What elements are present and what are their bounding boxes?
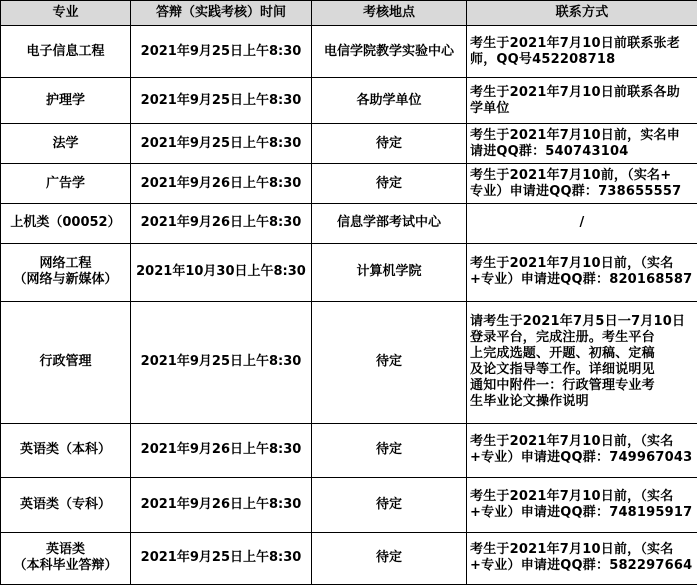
contact-line: +专业）申请进QQ群：749967043 bbox=[470, 450, 693, 466]
cell-time: 2021年9月25日上午8:30 bbox=[131, 26, 312, 78]
cell-major: 英语类（专科） bbox=[1, 478, 131, 532]
cell-contact bbox=[467, 532, 697, 584]
contact-line: 考生于2021年7月10日前，（实名 bbox=[470, 434, 674, 450]
table-row bbox=[1, 478, 697, 532]
major-line: （网络与新媒体） bbox=[13, 272, 118, 288]
contact-line: +专业）申请进QQ群：820168587 bbox=[470, 272, 693, 288]
cell-contact bbox=[467, 243, 697, 302]
cell-contact bbox=[467, 164, 697, 204]
cell-location: 待定 bbox=[312, 302, 467, 423]
cell-major: 护理学 bbox=[1, 78, 131, 124]
table-row bbox=[1, 243, 697, 302]
contact-line: 学单位 bbox=[470, 100, 510, 116]
cell-contact bbox=[467, 26, 697, 78]
cell-location: 各助学单位 bbox=[312, 78, 467, 124]
major-line: 英语类 bbox=[45, 542, 85, 558]
cell-time: 2021年9月25日上午8:30 bbox=[131, 302, 312, 423]
header-contact: 联系方式 bbox=[467, 1, 697, 26]
cell-location: 计算机学院 bbox=[312, 243, 467, 302]
cell-major bbox=[1, 243, 131, 302]
contact-line: 请进QQ群：540743104 bbox=[470, 143, 629, 159]
contact-line: 生毕业论文操作说明 bbox=[470, 394, 589, 410]
contact-line: 考生于2021年7月10日前，（实名 bbox=[470, 488, 674, 504]
contact-line: +专业）申请进QQ群：582297664 bbox=[470, 558, 693, 574]
table-row bbox=[1, 302, 697, 423]
contact-line: 考生于2021年7月10日前联系张老 bbox=[470, 35, 680, 51]
cell-time: 2021年9月25日上午8:30 bbox=[131, 78, 312, 124]
cell-location: 信息学部考试中心 bbox=[312, 203, 467, 243]
contact-line: 考生于2021年7月10日前，实名申 bbox=[470, 127, 680, 143]
contact-line: +专业）申请进QQ群：748195917 bbox=[470, 504, 693, 520]
table-row bbox=[1, 532, 697, 584]
table-row bbox=[1, 78, 697, 124]
contact-line: / bbox=[579, 215, 585, 231]
cell-major: 电子信息工程 bbox=[1, 26, 131, 78]
cell-major: 英语类（本科） bbox=[1, 423, 131, 477]
contact-line: 通知中附件一：行政管理专业考 bbox=[470, 378, 655, 394]
header-major: 专业 bbox=[1, 1, 131, 26]
cell-contact bbox=[467, 302, 697, 423]
cell-major bbox=[1, 532, 131, 584]
cell-location: 待定 bbox=[312, 124, 467, 164]
table-row bbox=[1, 203, 697, 243]
cell-location: 待定 bbox=[312, 532, 467, 584]
major-line: 网络工程 bbox=[39, 256, 92, 272]
table-row bbox=[1, 423, 697, 477]
cell-time: 2021年9月25日上午8:30 bbox=[131, 532, 312, 584]
header-time: 答辩（实践考核）时间 bbox=[131, 1, 312, 26]
major-line: （本科毕业答辩） bbox=[13, 558, 118, 574]
contact-line: 考生于2021年7月10日前，（实名 bbox=[470, 256, 674, 272]
table-row bbox=[1, 164, 697, 204]
header-row bbox=[1, 1, 697, 26]
cell-major: 行政管理 bbox=[1, 302, 131, 423]
contact-line: 及论文指导等工作。详细说明见 bbox=[470, 362, 655, 378]
cell-contact bbox=[467, 423, 697, 477]
table-row bbox=[1, 124, 697, 164]
cell-location: 待定 bbox=[312, 478, 467, 532]
contact-line: 请考生于2021年7月5日一7月10日 bbox=[470, 314, 686, 330]
contact-line: 考生于2021年7月10前，（实名+ bbox=[470, 167, 672, 183]
cell-time: 2021年9月26日上午8:30 bbox=[131, 203, 312, 243]
cell-time: 2021年9月26日上午8:30 bbox=[131, 478, 312, 532]
cell-time: 2021年9月25日上午8:30 bbox=[131, 124, 312, 164]
cell-major: 上机类（00052） bbox=[1, 203, 131, 243]
cell-contact bbox=[467, 124, 697, 164]
cell-location: 电信学院教学实验中心 bbox=[312, 26, 467, 78]
contact-line: 专业）申请进QQ群：738655557 bbox=[470, 183, 682, 199]
cell-contact bbox=[467, 478, 697, 532]
cell-major: 广告学 bbox=[1, 164, 131, 204]
cell-contact bbox=[467, 78, 697, 124]
cell-time: 2021年9月26日上午8:30 bbox=[131, 423, 312, 477]
cell-time: 2021年10月30日上午8:30 bbox=[131, 243, 312, 302]
table-row bbox=[1, 26, 697, 78]
cell-contact bbox=[467, 203, 697, 243]
contact-line: 师，QQ号452208718 bbox=[470, 51, 616, 67]
cell-location: 待定 bbox=[312, 164, 467, 204]
contact-line: 上完成选题、开题、初稿、定稿 bbox=[470, 346, 655, 362]
cell-time: 2021年9月26日上午8:30 bbox=[131, 164, 312, 204]
header-location: 考核地点 bbox=[312, 1, 467, 26]
contact-line: 考生于2021年7月10日前联系各助 bbox=[470, 84, 680, 100]
cell-major: 法学 bbox=[1, 124, 131, 164]
contact-line: 登录平台，完成注册。考生平台 bbox=[470, 330, 655, 346]
contact-line: 考生于2021年7月10日前，（实名 bbox=[470, 542, 674, 558]
cell-location: 待定 bbox=[312, 423, 467, 477]
